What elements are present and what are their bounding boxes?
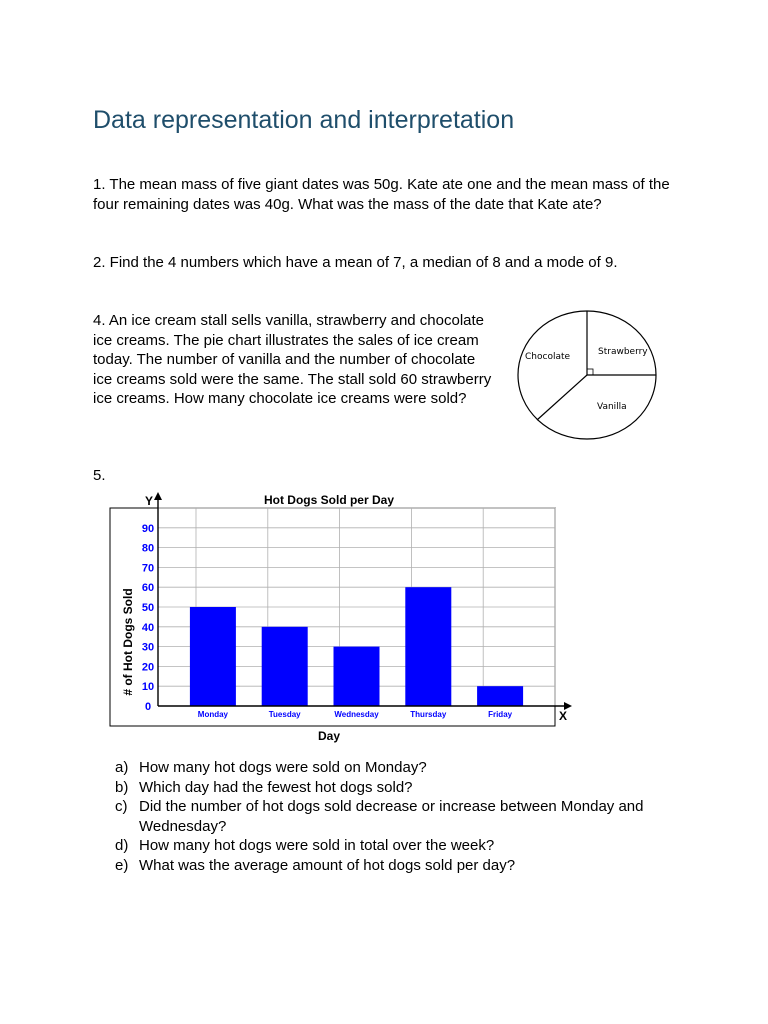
x-tick-label: Thursday [410, 710, 447, 719]
x-tick-label: Monday [197, 710, 229, 719]
x-axis-letter: X [559, 709, 568, 723]
y-tick-label: 60 [141, 582, 155, 595]
pie-label-vanilla: Vanilla [597, 402, 627, 412]
sub-question-label: d) [115, 837, 129, 854]
y-tick-label: 10 [141, 681, 155, 694]
sub-question-label: e) [115, 856, 129, 874]
x-axis-label: Day [317, 729, 341, 743]
sub-question [93, 758, 693, 778]
y-tick-label: 0 [144, 701, 152, 713]
sub-question [93, 797, 693, 836]
bar-tuesday [262, 627, 308, 706]
sub-question-text: Which day had the fewest hot dogs sold? [139, 778, 413, 796]
sub-question-label: a) [115, 759, 129, 776]
y-tick-label: 90 [141, 522, 155, 535]
page-title: Data representation and interpretation [93, 106, 515, 134]
y-tick-label: 40 [141, 621, 155, 634]
y-axis-letter: Y [145, 494, 154, 508]
sub-question-text: What was the average amount of hot dogs sold per day? [139, 856, 516, 874]
sub-question [93, 836, 693, 856]
sub-question-text: Did the number of hot dogs sold decrease or increase between Monday and Wednesday? [139, 798, 644, 835]
sub-question-list [93, 758, 693, 875]
sub-question-label: c) [115, 798, 128, 815]
sub-question [93, 856, 693, 876]
y-tick-label: 80 [141, 542, 155, 555]
sub-question-label: b) [115, 778, 129, 796]
bar-wednesday [334, 647, 380, 706]
question-1: 1. The mean mass of five giant dates was 50g. Kate ate one and the mean mass of the four remaining dates was 40g. What was the mass of the date that Kate ate? [93, 176, 670, 213]
chart-title: Hot Dogs Sold per Day [263, 493, 395, 507]
pie-label-strawberry: Strawberry [598, 347, 648, 357]
x-tick-label: Tuesday [268, 710, 301, 719]
x-tick-label: Wednesday [334, 710, 379, 719]
y-tick-label: 30 [141, 641, 155, 654]
bar-thursday [405, 587, 451, 706]
sub-question [93, 778, 693, 798]
y-tick-label: 70 [141, 562, 155, 575]
sub-question-text: How many hot dogs were sold in total over the week? [139, 837, 495, 854]
question-4: 4. An ice cream stall sells vanilla, strawberry and chocolate ice creams. The pie chart illustrates the sales of ice cream today. The number of vanilla and the number of chocolate ice creams sold were the same. The stall sold 60 strawberry ice creams. How many chocolate ice creams were sold? [93, 312, 492, 407]
hot-dogs-bar-chart [104, 488, 584, 750]
x-tick-label: Friday [488, 710, 513, 719]
question-5: 5. [93, 467, 106, 484]
y-tick-label: 50 [141, 602, 155, 614]
sub-question-text: How many hot dogs were sold on Monday? [139, 759, 427, 776]
y-tick-label: 20 [141, 661, 155, 674]
ice-cream-pie-chart [515, 308, 659, 442]
pie-label-chocolate: Chocolate [525, 352, 571, 362]
question-2: 2. Find the 4 numbers which have a mean of 7, a median of 8 and a mode of 9. [93, 254, 618, 271]
y-axis-label: # of Hot Dogs Sold [121, 588, 135, 696]
y-axis-arrow [154, 492, 162, 500]
bar-friday [477, 686, 523, 706]
bar-monday [190, 607, 236, 706]
